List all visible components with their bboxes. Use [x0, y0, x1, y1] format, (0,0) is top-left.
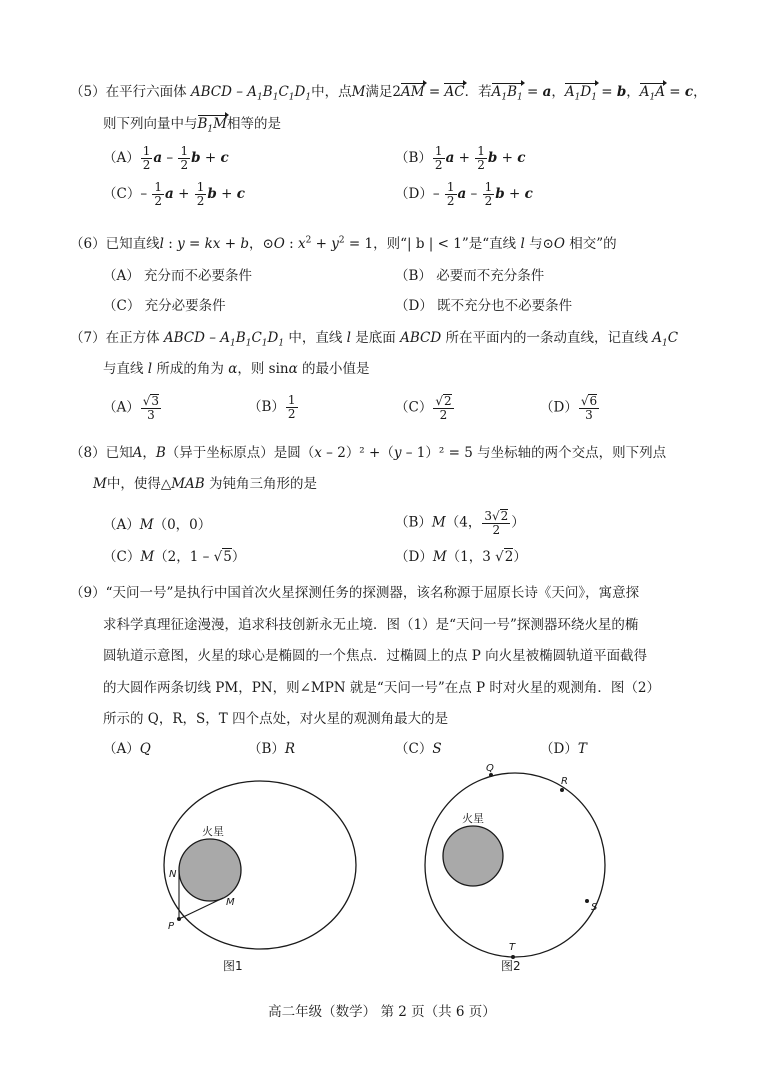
- fig2-label-t: T: [509, 942, 516, 953]
- q5-option-b[interactable]: （B） $\frac{1}{2}$ a + $\frac{1}{2}$ b + c: [395, 144, 526, 172]
- fig2-label-s: S: [591, 902, 598, 913]
- fig2-mars-circle: [443, 826, 503, 886]
- fig1-label-m: M: [226, 897, 235, 908]
- fig1-label-p: P: [168, 921, 175, 932]
- q9-line2: 求科学真理征途漫漫，追求科技创新永无止境．图（1）是“天问一号”探测器环绕火星的椭: [103, 617, 639, 633]
- q9-option-c[interactable]: （C）S: [395, 741, 442, 757]
- figure-1: [150, 765, 365, 980]
- q6-option-c[interactable]: （C） 充分必要条件: [103, 298, 226, 314]
- q8-option-a[interactable]: （A）M（0，0）: [103, 517, 212, 533]
- q9-line1: （9）“天问一号”是执行中国首次火星探测任务的探测器，该名称源于屈原长诗《天问》，寓意探: [70, 585, 640, 601]
- q7-line1: （7）在正方体 ABCD – $A_1B_1C_1D_1$ 中，直线 l 是底面 ABCD 所在平面内的一条动直线，记直线 $A_1C$: [70, 330, 679, 349]
- q8-option-c[interactable]: （C）M（2，1 – √5）: [103, 549, 246, 565]
- q8-line2: M中，使得△MAB 为钝角三角形的是: [93, 476, 318, 492]
- fig1-mars-circle: [179, 839, 241, 901]
- fig2-caption: 图2: [501, 959, 521, 973]
- q6-option-a[interactable]: （A） 充分而不必要条件: [103, 268, 253, 284]
- q8-option-b[interactable]: （B）M（4， $\frac{3√2}{2}$ ）: [395, 509, 525, 537]
- fig1-caption: 图1: [223, 959, 243, 973]
- q8-option-d[interactable]: （D）M（1，3 √2）: [395, 549, 527, 565]
- fig1-point-p: [177, 917, 181, 921]
- q7-option-d[interactable]: （D） $\frac{√6}{3}$: [540, 394, 598, 422]
- q5-line1: （5）在平行六面体 ABCD – $A_1B_1C_1D_1$中，点M满足2AM = AC．若$A_1B_1 = a$，$A_1D_1 = b$，$A_1A = c$，: [70, 84, 707, 103]
- fig2-point-r: [560, 788, 564, 792]
- page-footer: 高二年级（数学） 第 2 页（共 6 页）: [268, 1004, 496, 1020]
- q6-option-b[interactable]: （B） 必要而不充分条件: [395, 268, 545, 284]
- q9-option-a[interactable]: （A）Q: [103, 741, 151, 757]
- q5-line2: 则下列向量中与$B_1M$相等的是: [103, 116, 281, 135]
- q5-option-a[interactable]: （A） $\frac{1}{2}$ a – $\frac{1}{2}$ b + c: [103, 144, 229, 172]
- q9-option-b[interactable]: （B）R: [248, 741, 296, 757]
- q8-line1: （8）已知A，B（异于坐标原点）是圆（x – 2）² +（y – 1）² = 5 与坐标轴的两个交点，则下列点: [70, 445, 667, 461]
- q9-option-d[interactable]: （D）T: [540, 741, 587, 757]
- q6-line1: （6）已知直线l : y = kx + b，⊙O : $x^2 + y^2 = 1$，则“| b | < 1”是“直线 l 与⊙O 相交”的: [70, 235, 617, 252]
- figure-2: [415, 760, 615, 980]
- q7-option-a[interactable]: （A） $\frac{√3}{3}$: [103, 394, 160, 422]
- q7-option-c[interactable]: （C） $\frac{√2}{2}$: [395, 394, 452, 422]
- fig1-tangent-pm: [179, 898, 223, 919]
- fig1-mars-label: 火星: [202, 825, 224, 838]
- q9-line4: 的大圆作两条切线 PM，PN，则∠MPN 就是“天问一号”在点 P 时对火星的观测角．图（2）: [103, 680, 660, 696]
- fig1-label-n: N: [169, 869, 177, 880]
- q5-option-d[interactable]: （D）– $\frac{1}{2}$ a – $\frac{1}{2}$ b + c: [395, 180, 533, 208]
- q6-option-d[interactable]: （D） 既不充分也不必要条件: [395, 298, 573, 314]
- q7-option-b[interactable]: （B） $\frac{1}{2}$: [248, 393, 296, 421]
- q9-line3: 圆轨道示意图，火星的球心是椭圆的一个焦点．过椭圆上的点 P 向火星被椭圆轨道平面截得: [103, 648, 648, 664]
- fig2-mars-label: 火星: [462, 812, 484, 825]
- fig2-point-s: [585, 899, 589, 903]
- q5-option-c[interactable]: （C）– $\frac{1}{2}$ a + $\frac{1}{2}$ b + c: [103, 180, 245, 208]
- q9-line5: 所示的 Q，R，S，T 四个点处，对火星的观测角最大的是: [103, 711, 449, 727]
- fig2-label-r: R: [561, 776, 568, 787]
- fig2-label-q: Q: [486, 763, 494, 774]
- q7-line2: 与直线 l 所成的角为 α，则 sinα 的最小值是: [103, 361, 370, 377]
